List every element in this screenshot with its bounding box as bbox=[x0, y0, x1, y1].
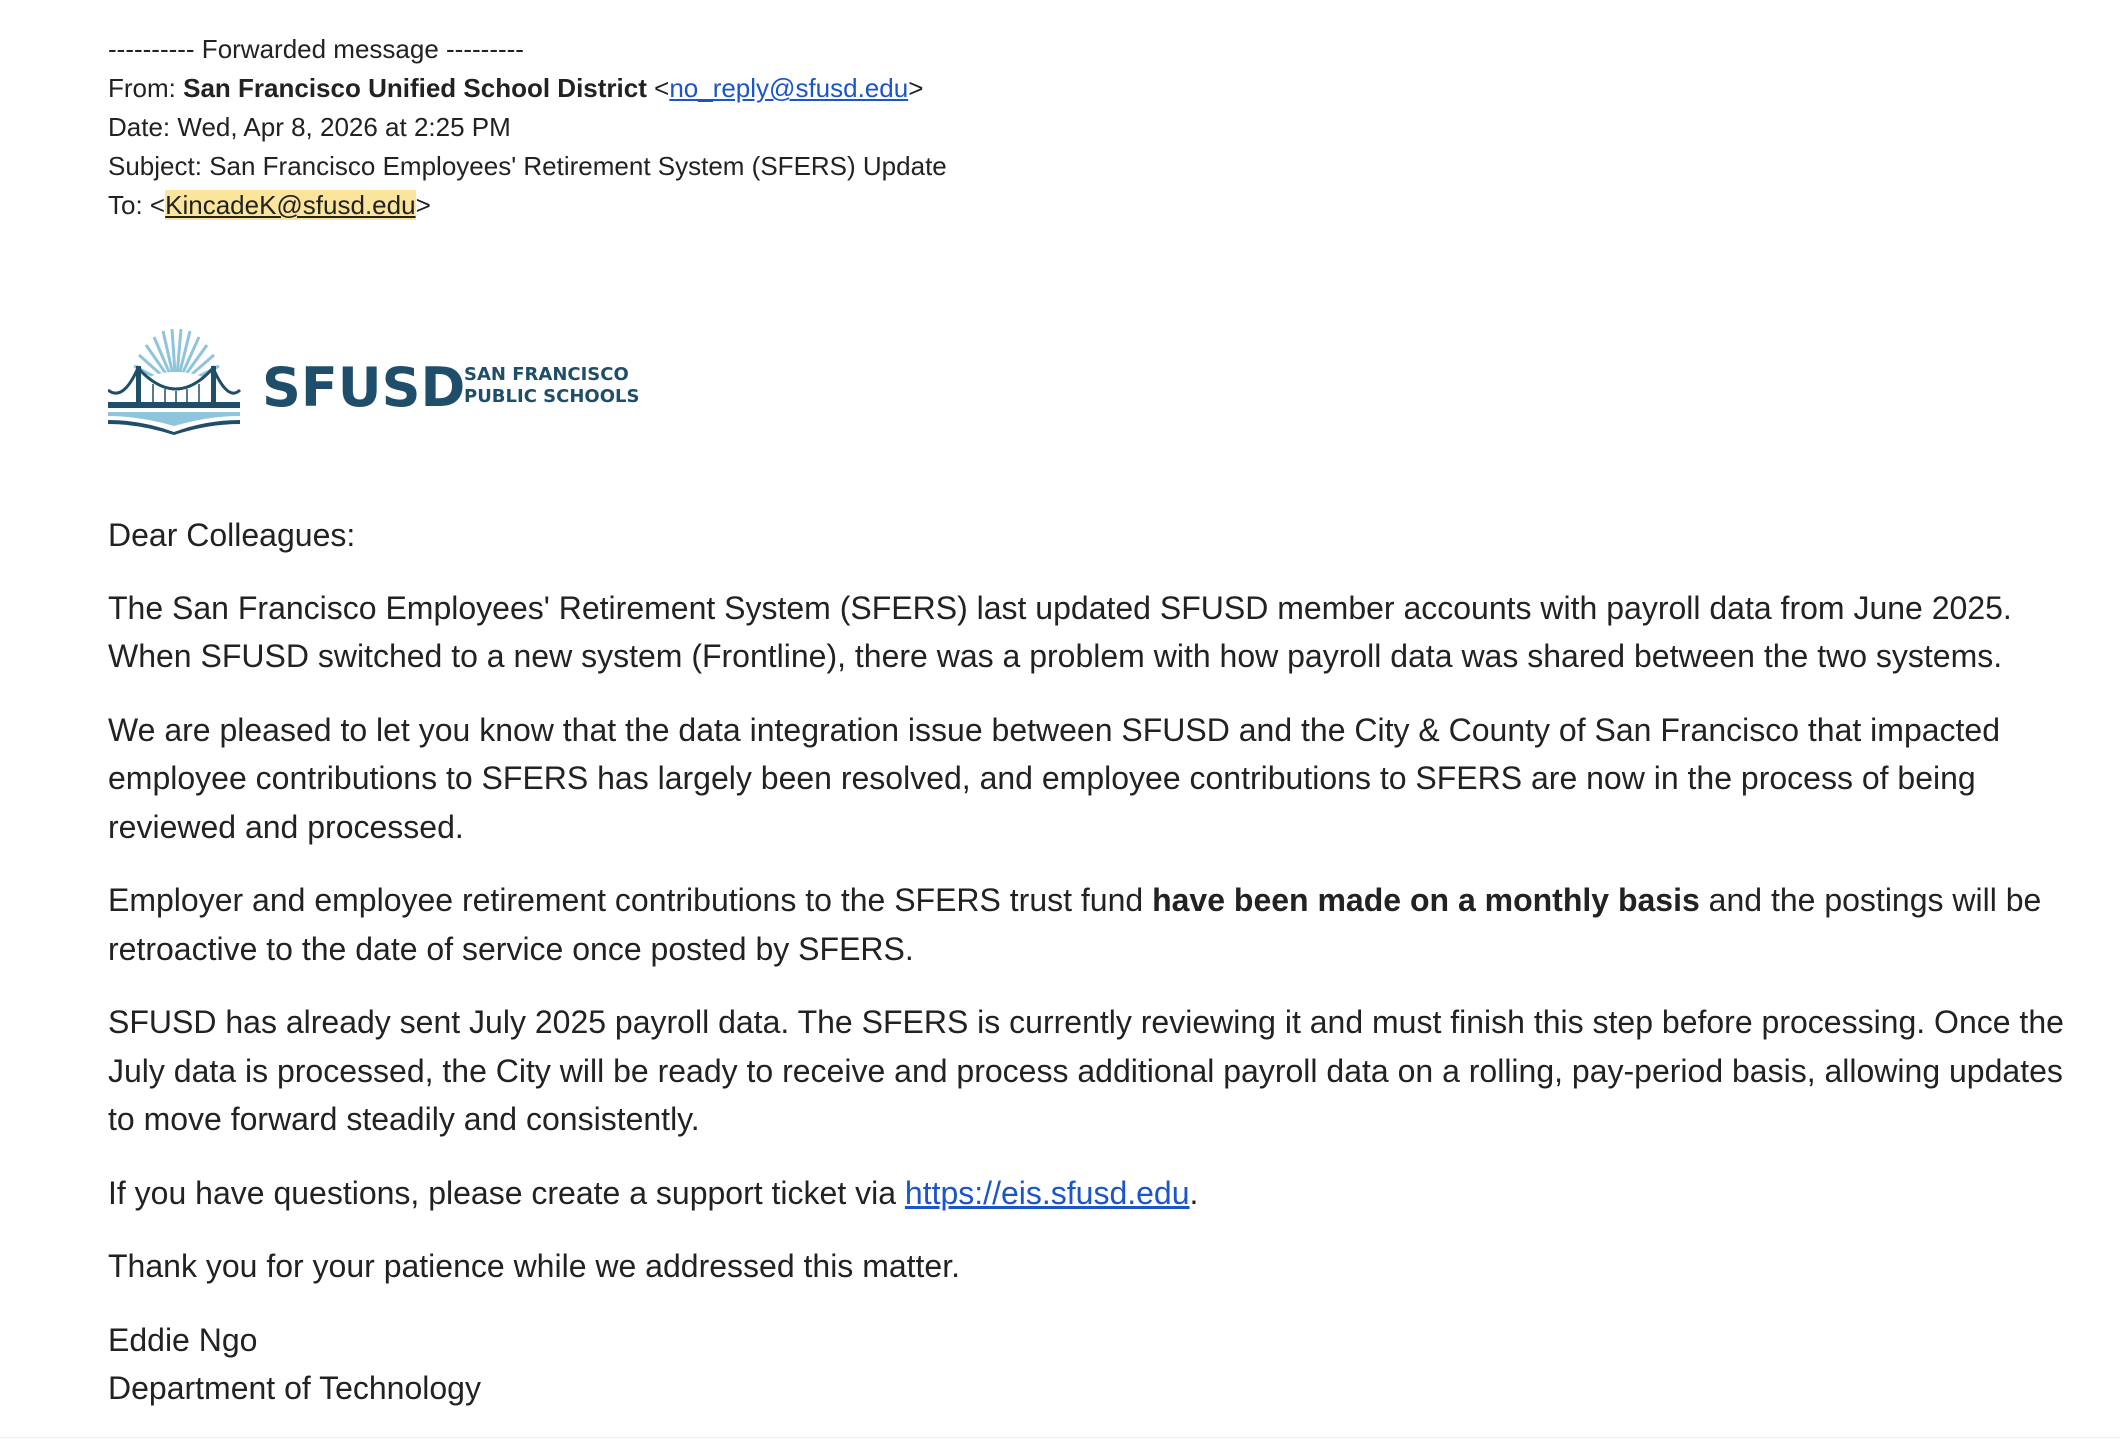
paragraph-5-period: . bbox=[1189, 1174, 1199, 1211]
subject-line bbox=[108, 147, 947, 186]
sunburst-bridge-icon bbox=[108, 329, 240, 435]
paragraph-5-text: If you have questions, please create a support ticket via bbox=[108, 1174, 905, 1211]
date-line bbox=[108, 108, 947, 147]
sfusd-logo bbox=[108, 328, 648, 438]
from-name: San Francisco Unified School District bbox=[183, 73, 647, 103]
paragraph-3 bbox=[108, 876, 2068, 973]
logo-wordmark: SFUSD bbox=[262, 356, 466, 419]
to-email-link[interactable]: KincadeK@sfusd.edu bbox=[165, 190, 416, 220]
date-label: Date: bbox=[108, 112, 171, 142]
to-line: To: <KincadeK@sfusd.edu> bbox=[108, 190, 431, 220]
subject-value: San Francisco Employees' Retirement System (SFERS) Update bbox=[209, 151, 947, 181]
paragraph-5 bbox=[108, 1169, 2068, 1218]
signature bbox=[108, 1316, 2068, 1413]
from-line: From: San Francisco Unified School District <no_reply@sfusd.edu> bbox=[108, 73, 924, 103]
paragraph-4: SFUSD has already sent July 2025 payroll data. The SFERS is currently reviewing it and must finish this step before processing. Once the July data is processed, the City will be ready to receive and process additional payroll data on a rolling, pay-period basis, allowing updates to move forward steadily and consistently. bbox=[108, 1004, 2064, 1137]
paragraph-2: We are pleased to let you know that the data integration issue between SFUSD and the City & County of San Francisco that impacted employee contributions to SFERS has largely been resolved, and employee contributions to SFERS are now in the process of being reviewed and processed. bbox=[108, 711, 2001, 845]
forwarded-header bbox=[108, 30, 947, 225]
logo-tagline-line1: SAN FRANCISCO bbox=[464, 364, 629, 385]
logo-tagline-line2: PUBLIC SCHOOLS bbox=[464, 386, 640, 407]
signature-name: Eddie Ngo bbox=[108, 1321, 258, 1358]
greeting: Dear Colleagues: bbox=[108, 517, 356, 553]
paragraph-6: Thank you for your patience while we addressed this matter. bbox=[108, 1248, 960, 1284]
bottom-divider bbox=[0, 1437, 2120, 1438]
to-label: To: bbox=[108, 190, 143, 220]
from-label: From: bbox=[108, 73, 176, 103]
support-ticket-link[interactable]: https://eis.sfusd.edu bbox=[904, 1174, 1190, 1211]
paragraph-3-text-end: and the postings will be retroactive to the date of service once posted by SFERS. bbox=[108, 882, 2042, 967]
paragraph-3-emphasis: have been made on a monthly basis bbox=[1152, 882, 1700, 918]
subject-label: Subject: bbox=[108, 151, 202, 181]
date-value: Wed, Apr 8, 2026 at 2:25 PM bbox=[177, 112, 511, 142]
paragraph-1: The San Francisco Employees' Retirement System (SFERS) last updated SFUSD member accounts with payroll data from June 2025. When SFUSD switched to a new system (Frontline), there was a problem with how payroll data was shared between the two systems. bbox=[108, 589, 2012, 674]
email-body bbox=[108, 511, 2068, 1438]
from-email-link[interactable]: no_reply@sfusd.edu bbox=[669, 73, 909, 103]
paragraph-3-text: Employer and employee retirement contributions to the SFERS trust fund bbox=[108, 882, 1153, 918]
signature-department: Department of Technology bbox=[108, 1370, 481, 1406]
forwarded-label: ---------- Forwarded message --------- bbox=[108, 34, 524, 64]
